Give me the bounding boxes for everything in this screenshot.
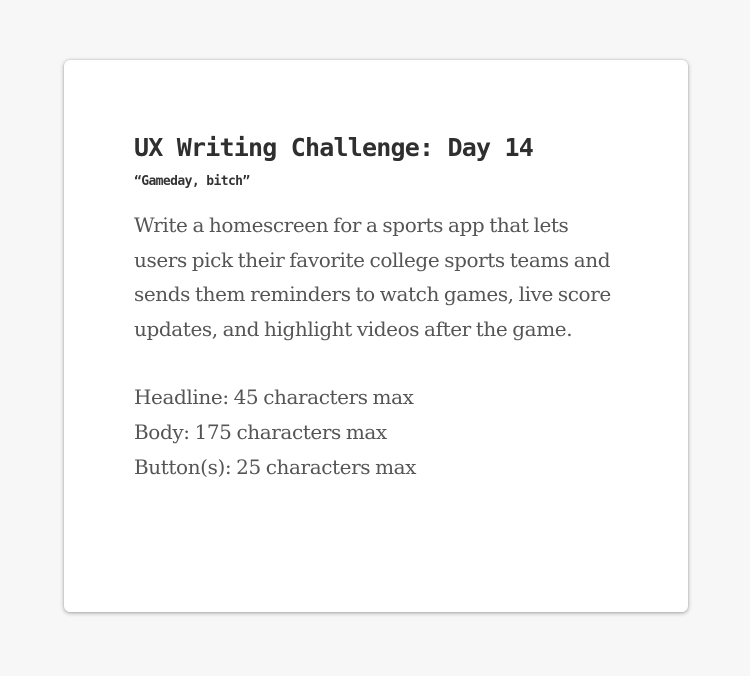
button-limit: Button(s): 25 characters max [134, 454, 417, 479]
body-limit: Body: 175 characters max [134, 419, 387, 444]
card-subtitle: “Gameday, bitch” [134, 174, 250, 189]
card-title: UX Writing Challenge: Day 14 [134, 133, 534, 162]
character-limits [134, 380, 618, 484]
challenge-description: Write a homescreen for a sports app that lets users pick their favorite college sports teams and sends them reminders to watch games, live score updates, and highlight videos after the game. [134, 213, 611, 341]
challenge-card [64, 60, 688, 612]
headline-limit: Headline: 45 characters max [134, 385, 414, 410]
